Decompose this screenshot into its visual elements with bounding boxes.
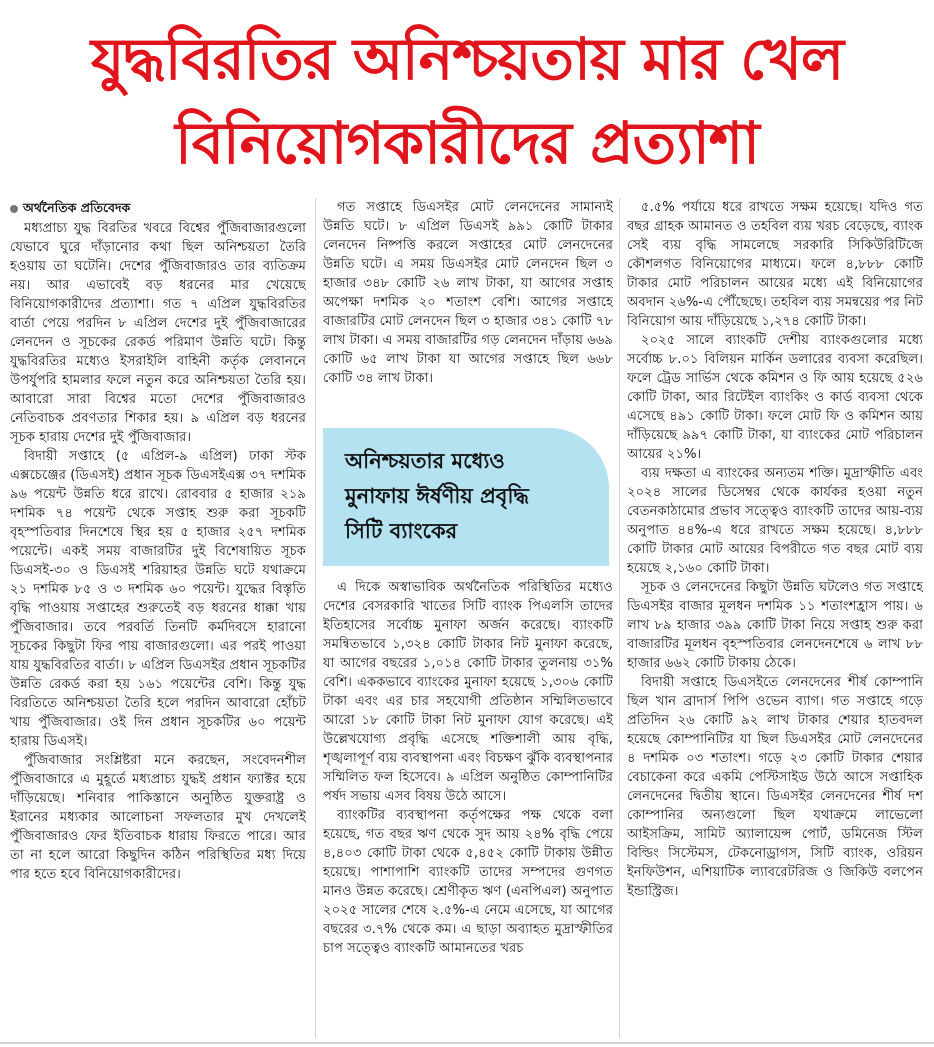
- subheadline-callout-box: [323, 428, 609, 566]
- paragraph: গত সপ্তাহে ডিএসইর মোট লেনদেনের সামান্যই উন্নতি ঘটে। ৮ এপ্রিল ডিএসই ৯৯১ কোটি টাকার লেনদেন নিষ্পত্তি করলে সপ্তাহের মোট লেনদেনের উন্নতি ঘটে। এ সময় ডিএসইর মোট লেনদেন ছিল ৩ হাজার ৩৪৮ কোটি ২৬ লাখ টাকা, যা আগের সপ্তাহ অপেক্ষা দশমিক ২০ শতাংশ বেশি। আগের সপ্তাহে বাজারটির মোট লেনদেন ছিল ৩ হাজার ৩৪১ কোটি ৭৮ লাখ টাকা। এ সময় বাজারটির গড় লেনদেন দাঁড়ায় ৬৬৯ কোটি ৬৫ লাখ টাকা যা আগের সপ্তাহে ছিল ৬৬৮ কোটি ৩৪ লাখ টাকা।: [323, 200, 613, 386]
- byline: [10, 198, 306, 217]
- paragraph: সূচক ও লেনদেনের কিছুটা উন্নতি ঘটলেও গত সপ্তাহে ডিএসইর বাজার মূলধন দশমিক ১১ শতাংশহ্রাস পায়। ৬ লাখ ৮৯ হাজার ৩৯৯ কোটি টাকা নিয়ে সপ্তাহ শুরু করা বাজারটির মূলধন বৃহস্পতিবার লেনদেনশেষে ৬ লাখ ৮৮ হাজার ৬৬২ কোটি টাকায় ঠেকে।: [627, 580, 923, 671]
- paragraph: ব্যয় দক্ষতা এ ব্যাংকের অন্যতম শক্তি। মুদ্রাস্ফীতি এবং ২০২৪ সালের ডিসেম্বর থেকে কার্যকর হওয়া নতুন বেতনকাঠামোর প্রভাব সত্ত্বেও ব্যাংকটি তাদের আয়-ব্যয় অনুপাত ৪৪%-এ ধরে রাখতে সক্ষম হয়েছে। ৪,৮৮৮ কোটি টাকার মোট আয়ের বিপরীতে গত বছর মোট ব্যয় হয়েছে ২,১৬০ কোটি টাকা।: [627, 466, 923, 576]
- callout-text: [345, 444, 605, 549]
- paragraph: এ দিকে অস্বাভাবিক অর্থনৈতিক পরিস্থিতির মধ্যেও দেশের বেসরকারি খাতের সিটি ব্যাংক পিএলসি তাদের ইতিহাসের সর্বোচ্চ মুনাফা অর্জন করেছে। ব্যাংকটি সমন্বিতভাবে ১,৩২৪ কোটি টাকার নিট মুনাফা করেছে, যা আগের বছরের ১,০১৪ কোটি টাকার তুলনায় ৩১% বেশি। এককভাবে ব্যাংকের মুনাফা হয়েছে ১,৩০৬ কোটি টাকা এবং এর চার সহযোগী প্রতিষ্ঠান সম্মিলিতভাবে আরো ১৮ কোটি টাকা নিট মুনাফা যোগ করেছে। এই উল্লেখযোগ্য প্রবৃদ্ধি এসেছে শক্তিশালী আয় বৃদ্ধি, শৃঙ্খলাপূর্ণ ব্যয় ব্যবস্থাপনা এবং বিচক্ষণ ঝুঁকি ব্যবস্থাপনার সম্মিলিত ফল হিসেবে। ৯ এপ্রিল অনুষ্ঠিত কোম্পানিটির পর্ষদ সভায় এসব বিষয় উঠে আসে।: [323, 580, 613, 804]
- byline-text: অর্থনৈতিক প্রতিবেদক: [23, 200, 131, 215]
- paragraph: ৫.৫% পর্যায়ে ধরে রাখতে সক্ষম হয়েছে। যদিও গত বছর গ্রাহক আমানত ও তহবিল ব্যয় খরচ বেড়েছে, ব্যাংক সেই ব্যয় বৃদ্ধি সামলেছে সরকারি সিকিউরিটিজে কৌশলগত বিনিয়োগের মাধ্যমে। ফলে ৪,৮৮৮ কোটি টাকার মোট পরিচালন আয়ের মধ্যে এই বিনিয়োগের অবদান ২৬%-এ পৌঁছেছে। তহবিল ব্যয় সমন্বয়ের পর নিট বিনিয়োগ আয় দাঁড়িয়েছে ১,২৭৪ কোটি টাকা।: [627, 200, 923, 329]
- bullet-dot-icon: [10, 205, 18, 213]
- article-column-2-bottom: [323, 578, 613, 1038]
- paragraph: ব্যাংকটির ব্যবস্থাপনা কর্তৃপক্ষের পক্ষ থেকে বলা হয়েছে, গত বছর ঋণ থেকে সুদ আয় ২৪% বৃদ্ধি পেয়ে ৪,৪০৩ কোটি টাকা থেকে ৫,৪৫২ কোটি টাকায় উন্নীত হয়েছে। পাশাপাশি ব্যাংকটি তাদের সম্পদের গুণগত মানও উন্নত করেছে। শ্রেণীকৃত ঋণ (এনপিএল) অনুপাত ২০২৫ সালের শেষে ২.৫%-এ নেমে এসেছে, যা আগের বছরের ৩.৭% থেকে কম। এ ছাড়া অব্যাহত মুদ্রাস্ফীতির চাপ সত্ত্বেও ব্যাংকটি আমানতের খরচ: [323, 808, 613, 956]
- paragraph: পুঁজিবাজার সংশ্লিষ্টরা মনে করছেন, সংবেদনশীল পুঁজিবাজারে এ মুহূর্তে মধ্যপ্রাচ্য যুদ্ধই প্রধান ফ্যাক্টর হয়ে দাঁড়িয়েছে। শনিবার পাকিস্তানে অনুষ্ঠিত যুক্তরাষ্ট্র ও ইরানের মধ্যকার আলোচনা সফলতার মুখ দেখলেই পুঁজিবাজারও ফের ইতিবাচক ধারায় ফিরতে পারে। আর তা না হলে আরো কিছুদিন কঠিন পরিস্থিতির মধ্য দিয়ে পার হতে হবে বিনিয়োগকারীদের।: [10, 753, 306, 882]
- callout-line-2: মুনাফায় ঈর্ষণীয় প্রবৃদ্ধি: [345, 484, 529, 508]
- callout-line-1: অনিশ্চয়তার মধ্যেও: [345, 449, 505, 473]
- article-column-3: [627, 198, 923, 1038]
- paragraph: মধ্যপ্রাচ্য যুদ্ধ বিরতির খবরে বিশ্বের পুঁজিবাজারগুলো যেভাবে ঘুরে দাঁড়ানোর কথা ছিল অনিশ্চয়তা তৈরি হওয়ায় তা ঘটেনি। দেশের পুঁজিবাজারও তার ব্যতিক্রম নয়। আর এভাবেই বড় ধরনের মার খেয়েছে বিনিয়োগকারীদের প্রত্যাশা। গত ৭ এপ্রিল যুদ্ধবিরতির বার্তা পেয়ে পরদিন ৮ এপ্রিল দেশের দুই পুঁজিবাজারের লেনদেন ও সূচকের রেকর্ড পরিমাণ উন্নতি ঘটে। কিন্তু যুদ্ধবিরতির মধ্যেও ইসরাইলি বাহিনী কর্তৃক লেবাননে উপর্যুপরি হামলার ফলে নতুন করে অনিশ্চয়তা তৈরি হয়। আবারো সারা বিশ্বের মতো দেশের পুঁজিবাজারও নেতিবাচক প্রবণতার শিকার হয়। ৯ এপ্রিল বড় ধরনের সূচক হারায় দেশের দুই পুঁজিবাজার।: [10, 221, 306, 445]
- callout-line-3: সিটি ব্যাংকের: [345, 519, 458, 543]
- article-column-1: [10, 198, 306, 1038]
- bottom-rule: [0, 1042, 934, 1044]
- article-column-2-top: [323, 198, 613, 418]
- paragraph: বিদায়ী সপ্তাহে (৫ এপ্রিল-৯ এপ্রিল) ঢাকা স্টক এক্সচেঞ্জের (ডিএসই) প্রধান সূচক ডিএসইএক্স ৩৭ দশমিক ৯৬ পয়েন্ট উন্নতি ধরে রাখে। রোববার ৫ হাজার ২১৯ দশমিক ৭৪ পয়েন্ট থেকে সপ্তাহ শুরু করা সূচকটি বৃহস্পতিবার দিনশেষে স্থির হয় ৫ হাজার ২৫৭ দশমিক পয়েন্টে। একই সময় বাজারটির দুই বিশেষায়িত সূচক ডিএসই-৩০ ও ডিএসই শরিয়াহর উন্নতি ঘটে যথাক্রমে ২১ দশমিক ৮৫ ও ৩ দশমিক ৬০ পয়েন্ট। যুদ্ধের বিস্তৃতি বৃদ্ধি পাওয়ায় সপ্তাহের শুরুতেই বড় ধরনের ধাক্কা খায় পুঁজিবাজার। তবে পরবর্তি তিনটি কর্মদিবসে হারানো সূচকের কিছুটা ফির পায় বাজারগুলো। এর পরই পাওয়া যায় যুদ্ধবিরতির বার্তা। ৮ এপ্রিল ডিএসইর প্রধান সূচকটির উন্নতি রেকর্ড করা হয় ১৬১ পয়েন্টের বেশি। কিন্তু যুদ্ধ বিরতিতে অনিশ্চয়তা তৈরি হলে পরদিন আবারো হোঁচট খায় পুঁজিবাজার। ওই দিন প্রধান সূচকটির ৬০ পয়েন্ট হারায় ডিএসই।: [10, 449, 306, 749]
- headline-line-1: যুদ্ধবিরতির অনিশ্চয়তায় মার খেল: [90, 25, 844, 93]
- column-divider: [619, 198, 620, 1038]
- column-divider: [315, 198, 316, 1038]
- paragraph: ২০২৫ সালে ব্যাংকটি দেশীয় ব্যাংকগুলোর মধ্যে সর্বোচ্চ ৮.০১ বিলিয়ন মার্কিন ডলারের ব্যবসা করেছিল। ফলে ট্রেড সার্ভিস থেকে কমিশন ও ফি আয় হয়েছে ৫২৬ কোটি টাকা, আর রিটেইল ব্যাংকিং ও কার্ড ব্যবসা থেকে এসেছে ৪৯১ কোটি টাকা। ফলে মোট ফি ও কমিশন আয় দাঁড়িয়েছে ৯৯৭ কোটি টাকা, যা ব্যাংকের মোট পরিচালন আয়ের ২১%।: [627, 333, 923, 462]
- headline-line-2: বিনিয়োগকারীদের প্রত্যাশা: [175, 109, 759, 177]
- paragraph: বিদায়ী সপ্তাহে ডিএসইতে লেনদেনের শীর্ষ কোম্পানি ছিল খান ব্রাদার্স পিপি ওভেন ব্যাগ। গত সপ্তাহে গড়ে প্রতিদিন ২৬ কোটি ৯২ লাখ টাকার শেয়ার হাতবদল হয়েছে কোম্পানিটির যা ছিল ডিএসইর মোট লেনদেনের ৪ দশমিক ০৩ শতাংশ। গড়ে ২৩ কোটি টাকার শেয়ার বেচাকেনা করে একমি পেস্টিসাইড উঠে আসে সপ্তাহিক লেনদেনের দ্বিতীয় স্থানে। ডিএসইর লেনদেনের শীর্ষ দশ কোম্পানির অন্যগুলো ছিল যথাক্রমে লাভেলো আইসক্রিম, সামিট অ্যালায়েন্স পোর্ট, ডমিনেজ স্টিল বিল্ডিং সিস্টেমস, টেকনোড্রাগস, সিটি ব্যাংক, ওরিয়ন ইনফিউশন, এশিয়াটিক ল্যাবরেটরিজ ও জিকিউ বলপেন ইন্ডাস্ট্রিজ।: [627, 675, 923, 899]
